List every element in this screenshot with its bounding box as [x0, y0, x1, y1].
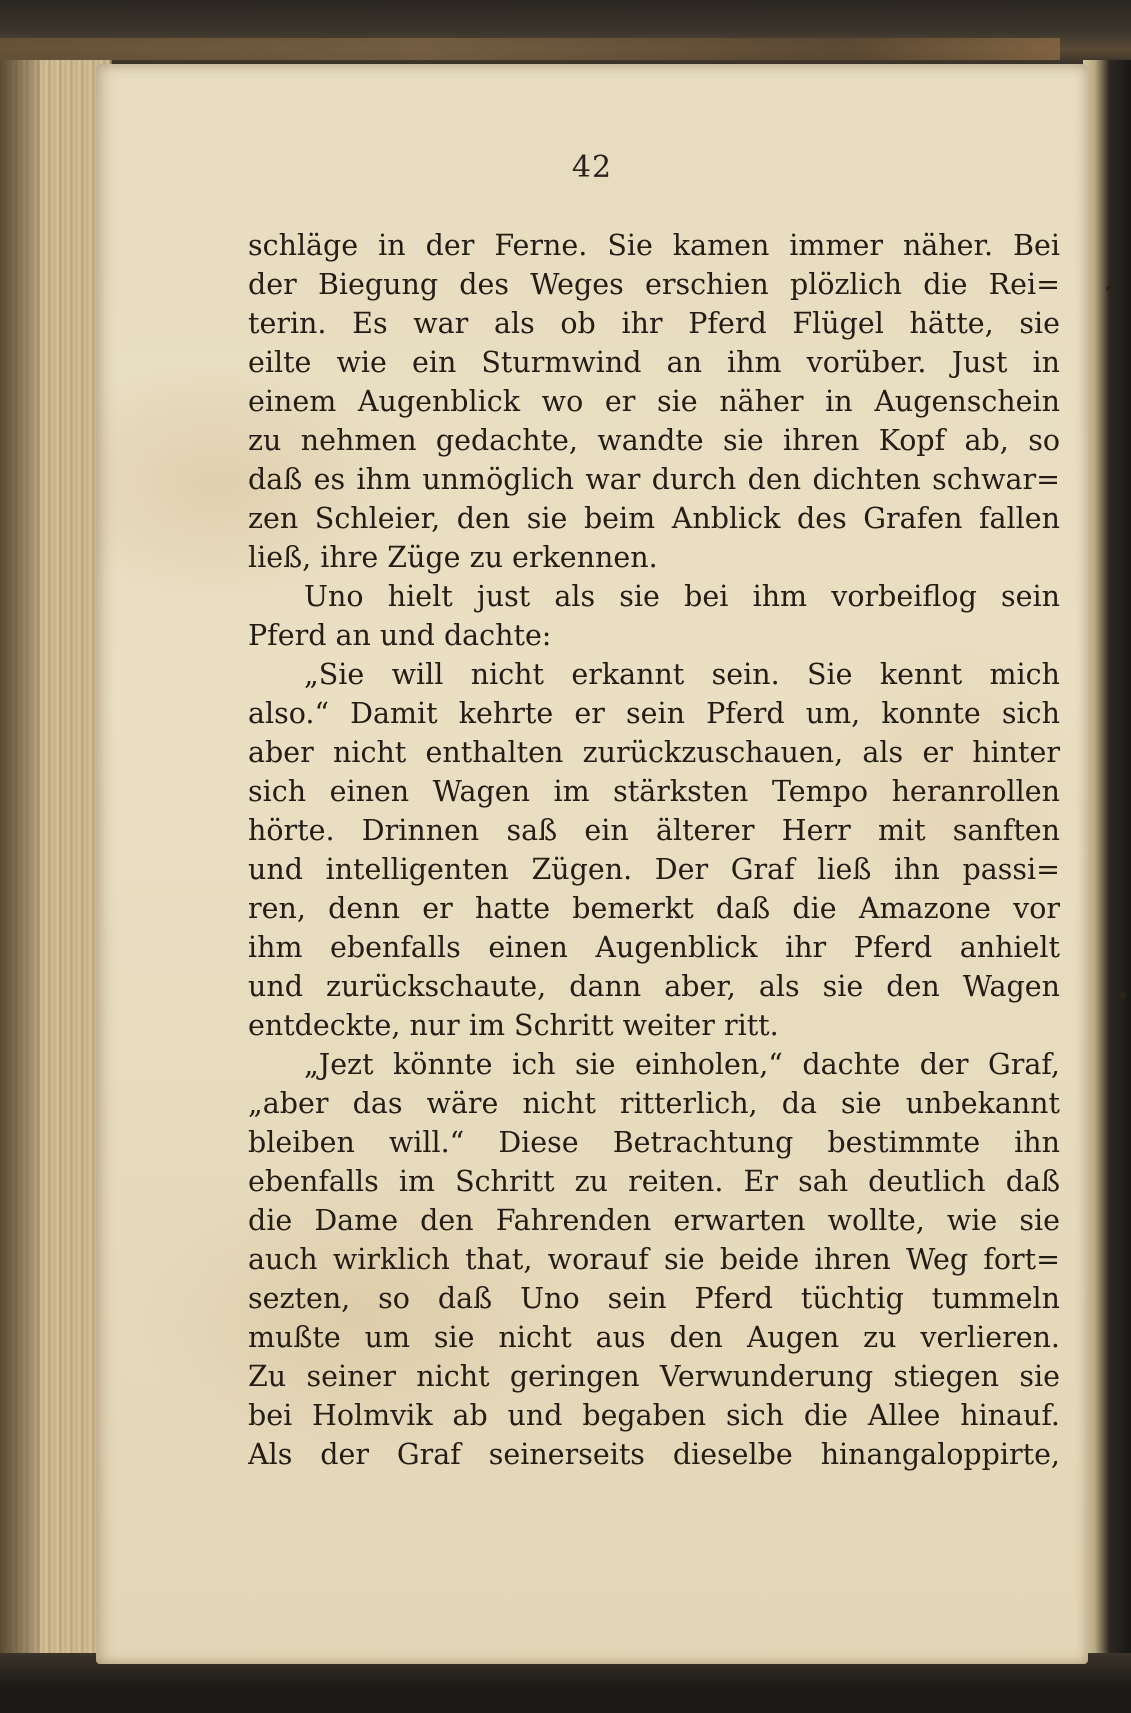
text-line: Zu seiner nicht geringen Verwunderung stiegen sie [248, 1360, 1060, 1393]
text-line: bleiben will.“ Diese Betrachtung bestimmte ihn [248, 1126, 1060, 1159]
text-line: der Biegung des Weges erschien plözlich die Rei= [248, 268, 1060, 301]
margin-ink-speck [1106, 286, 1111, 291]
text-line: „aber das wäre nicht ritterlich, da sie unbekannt [248, 1087, 1060, 1120]
text-line: Als der Graf seinerseits dieselbe hinangaloppirte, [248, 1438, 1060, 1471]
book-spine-strip [0, 38, 1060, 60]
text-line: die Dame den Fahrenden erwarten wollte, wie sie [248, 1204, 1060, 1237]
page-number: 42 [571, 150, 613, 185]
text-line: terin. Es war als ob ihr Pferd Flügel hätte, sie [248, 307, 1060, 340]
text-line: hörte. Drinnen saß ein älterer Herr mit sanften [248, 814, 1060, 847]
text-line: eilte wie ein Sturmwind an ihm vorüber. Just in [248, 346, 1060, 379]
text-line: ihm ebenfalls einen Augenblick ihr Pferd anhielt [248, 931, 1060, 964]
text-line: aber nicht enthalten zurückzuschauen, als er hinter [248, 736, 1060, 769]
text-line: ließ, ihre Züge zu erkennen. [248, 541, 658, 574]
page-stack-shadow [0, 60, 40, 1660]
text-line: Pferd an und dachte: [248, 619, 552, 652]
margin-ink-speck [1119, 992, 1126, 999]
text-line: bei Holmvik ab und begaben sich die Allee hinauf. [248, 1399, 1060, 1432]
page-text-block [248, 226, 1060, 1474]
text-line: „Jezt könnte ich sie einholen,“ dachte der Graf, [304, 1048, 1060, 1081]
text-line: auch wirklich that, worauf sie beide ihren Weg fort= [248, 1243, 1060, 1276]
text-line: zu nehmen gedachte, wandte sie ihren Kopf ab, so [248, 424, 1060, 457]
text-line: „Sie will nicht erkannt sein. Sie kennt mich [304, 658, 1060, 691]
book-page [96, 64, 1088, 1664]
text-line: zen Schleier, den sie beim Anblick des Grafen fallen [248, 502, 1060, 535]
text-line: einem Augenblick wo er sie näher in Augenschein [248, 385, 1060, 418]
text-line: und zurückschaute, dann aber, als sie den Wagen [248, 970, 1060, 1003]
text-line: und intelligenten Zügen. Der Graf ließ ihn passi= [248, 853, 1060, 886]
text-line: daß es ihm unmöglich war durch den dichten schwar= [248, 463, 1060, 496]
text-line: entdeckte, nur im Schritt weiter ritt. [248, 1009, 779, 1042]
text-line: ebenfalls im Schritt zu reiten. Er sah deutlich daß [248, 1165, 1060, 1198]
text-line: also.“ Damit kehrte er sein Pferd um, konnte sich [248, 697, 1060, 730]
text-line: sich einen Wagen im stärksten Tempo heranrollen [248, 775, 1060, 808]
text-line: mußte um sie nicht aus den Augen zu verlieren. [248, 1321, 1060, 1354]
text-line: Uno hielt just als sie bei ihm vorbeiflog sein [304, 580, 1060, 613]
right-page-edge [1083, 60, 1131, 1680]
text-line: schläge in der Ferne. Sie kamen immer näher. Bei [248, 229, 1060, 262]
text-line: sezten, so daß Uno sein Pferd tüchtig tummeln [248, 1282, 1060, 1315]
text-line: ren, denn er hatte bemerkt daß die Amazone vor [248, 892, 1060, 925]
